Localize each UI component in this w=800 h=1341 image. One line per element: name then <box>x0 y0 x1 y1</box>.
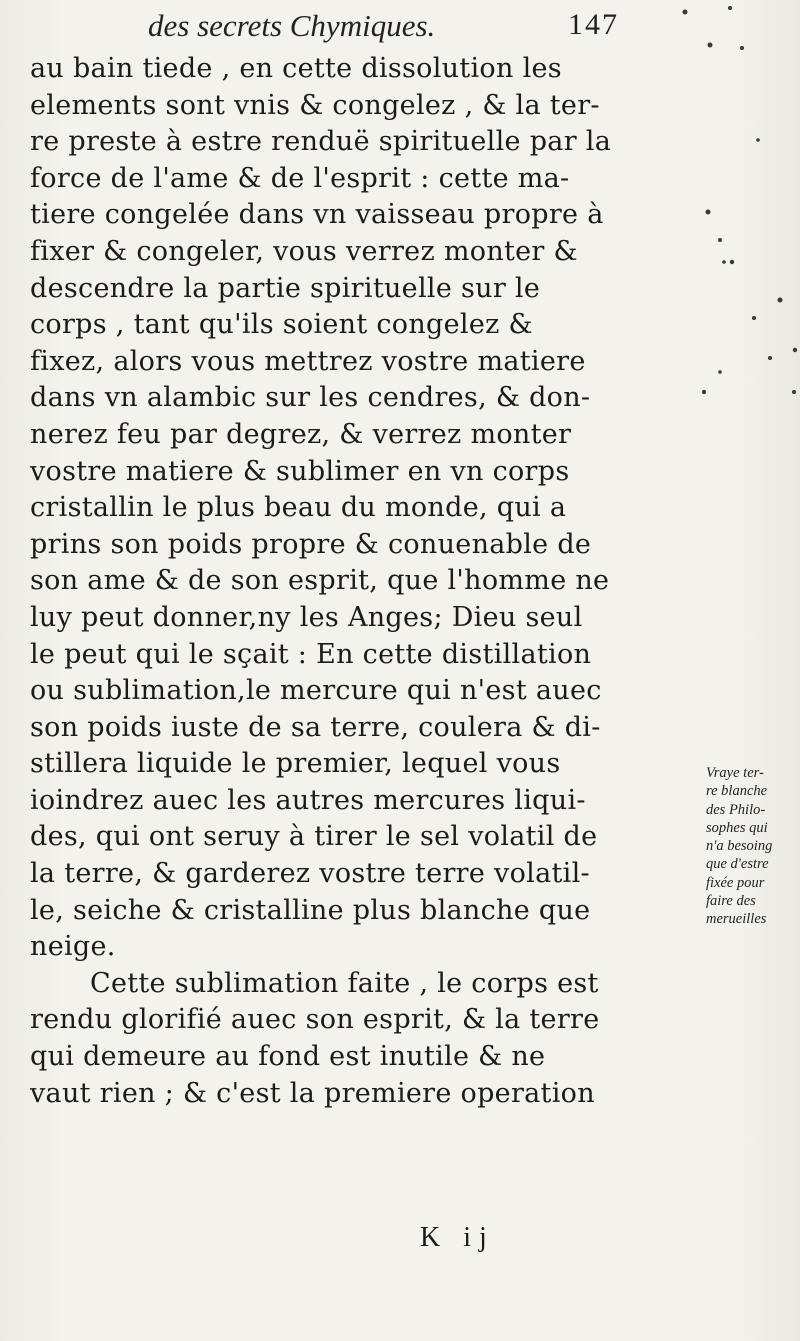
margin-note <box>706 764 800 929</box>
margin-note-line: fixée pour <box>706 874 765 891</box>
signature-mark: K ij <box>420 1222 495 1253</box>
running-head <box>148 6 648 50</box>
text-line: son poids iuste de sa terre, coulera & di- <box>30 711 601 743</box>
text-line: neige. <box>30 931 116 963</box>
text-line: luy peut donner,ny les Anges; Dieu seul <box>30 601 583 633</box>
margin-note-line: que d'estre <box>706 856 769 873</box>
text-line: elements sont vnis & congelez , & la ter- <box>30 89 600 121</box>
text-line: des, qui ont seruy à tirer le sel volatil de <box>30 821 598 853</box>
text-line: cristallin le plus beau du monde, qui a <box>30 492 567 524</box>
text-line: descendre la partie spirituelle sur le <box>30 272 541 304</box>
running-title: des secrets Chymiques. <box>148 8 436 43</box>
margin-note-line: merueilles <box>706 911 767 928</box>
text-line: prins son poids propre & conuenable de <box>30 528 592 560</box>
text-line: ioindrez auec les autres mercures liqui- <box>30 784 586 816</box>
text-line: fixer & congeler, vous verrez monter & <box>30 235 578 267</box>
text-line: ou sublimation,le mercure qui n'est auec <box>30 675 602 707</box>
text-line: corps , tant qu'ils soient congelez & <box>30 309 533 341</box>
text-line: son ame & de son esprit, que l'homme ne <box>30 565 610 597</box>
margin-note-line: n'a besoing <box>706 838 773 855</box>
text-line: force de l'ame & de l'esprit : cette ma- <box>30 162 570 194</box>
margin-note-line: Vraye ter- <box>706 765 764 781</box>
text-line: fixez, alors vous mettrez vostre matiere <box>30 345 586 377</box>
margin-note-line: re blanche <box>706 783 768 800</box>
text-line: le, seiche & cristalline plus blanche que <box>30 894 591 926</box>
text-line: dans vn alambic sur les cendres, & don- <box>30 382 591 414</box>
text-line: la terre, & garderez vostre terre volatil- <box>30 858 590 890</box>
margin-note-line: faire des <box>706 893 756 910</box>
text-line: stillera liquide le premier, lequel vous <box>30 748 561 780</box>
text-line: tiere congelée dans vn vaisseau propre à <box>30 199 604 231</box>
text-line: rendu glorifié auec son esprit, & la terre <box>30 1004 600 1036</box>
text-line: qui demeure au fond est inutile & ne <box>30 1041 546 1073</box>
text-line: au bain tiede , en cette dissolution les <box>30 53 562 84</box>
text-line: le peut qui le sçait : En cette distillation <box>30 638 592 670</box>
text-line: Cette sublimation faite , le corps est <box>90 967 599 999</box>
text-line: vostre matiere & sublimer en vn corps <box>30 455 570 487</box>
body-text <box>30 51 670 1112</box>
page-stains <box>660 0 800 420</box>
margin-note-line: sophes qui <box>706 819 768 836</box>
text-line: vaut rien ; & c'est la premiere operation <box>30 1077 595 1109</box>
page-number: 147 <box>568 8 619 41</box>
text-line: re preste à estre renduë spirituelle par la <box>30 126 612 158</box>
text-line: nerez feu par degrez, & verrez monter <box>30 418 572 450</box>
margin-note-line: des Philo- <box>706 801 766 818</box>
